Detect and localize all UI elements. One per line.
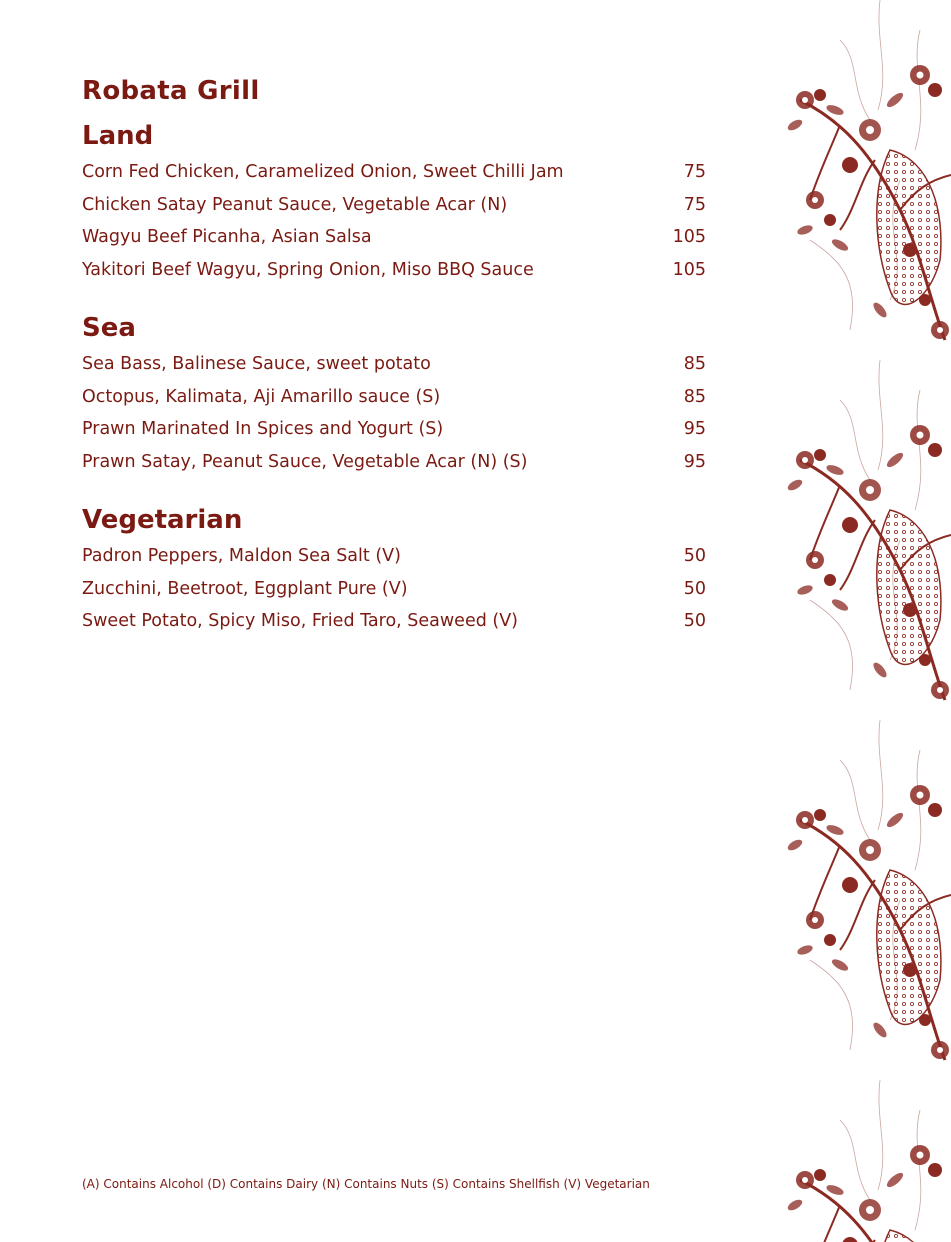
menu-item — [82, 156, 706, 189]
section-sea — [82, 310, 706, 478]
menu-item — [82, 189, 706, 222]
item-name: Octopus, Kalimata, Aji Amarillo sauce (S) — [82, 386, 441, 407]
item-price: 105 — [672, 227, 706, 247]
section-title: Sea — [82, 313, 136, 343]
menu-title: Robata Grill — [82, 76, 260, 106]
item-price: 95 — [683, 451, 706, 472]
item-name: Zucchini, Beetroot, Eggplant Pure (V) — [82, 578, 408, 599]
item-name: Prawn Satay, Peanut Sauce, Vegetable Acar (N) (S) — [82, 451, 528, 472]
menu-item — [82, 348, 706, 381]
menu-item — [82, 573, 706, 606]
section-land — [82, 118, 706, 286]
item-name: Padron Peppers, Maldon Sea Salt (V) — [82, 546, 401, 566]
item-price: 50 — [683, 578, 706, 599]
menu-item — [82, 413, 706, 446]
item-price: 105 — [672, 259, 706, 280]
menu-item — [82, 446, 706, 479]
section-title: Land — [82, 121, 154, 151]
item-name: Yakitori Beef Wagyu, Spring Onion, Miso BBQ Sauce — [82, 259, 534, 280]
menu-item — [82, 254, 706, 287]
menu-item — [82, 221, 706, 254]
item-name: Prawn Marinated In Spices and Yogurt (S) — [82, 419, 444, 439]
menu-item — [82, 605, 706, 638]
menu-item — [82, 381, 706, 414]
item-price: 95 — [683, 419, 706, 439]
item-price: 85 — [683, 386, 706, 407]
menu — [82, 72, 706, 662]
item-price: 75 — [683, 162, 706, 182]
section-vegetarian — [82, 502, 706, 638]
item-name: Sea Bass, Balinese Sauce, sweet potato — [82, 354, 431, 374]
item-name: Chicken Satay Peanut Sauce, Vegetable Acar (N) — [82, 194, 508, 215]
item-price: 75 — [683, 194, 706, 215]
item-name: Sweet Potato, Spicy Miso, Fried Taro, Seaweed (V) — [82, 611, 519, 631]
item-price: 50 — [683, 546, 706, 566]
menu-item — [82, 540, 706, 573]
allergen-footnote: (A) Contains Alcohol (D) Contains Dairy (N) Contains Nuts (S) Contains Shellfish (V) Vegetarian — [82, 1177, 650, 1191]
section-title: Vegetarian — [82, 505, 243, 535]
item-name: Wagyu Beef Picanha, Asian Salsa — [82, 227, 372, 247]
item-name: Corn Fed Chicken, Caramelized Onion, Sweet Chilli Jam — [82, 162, 564, 182]
floral-lace-border-icon — [780, 0, 951, 1242]
item-price: 85 — [683, 354, 706, 374]
item-price: 50 — [683, 611, 706, 631]
